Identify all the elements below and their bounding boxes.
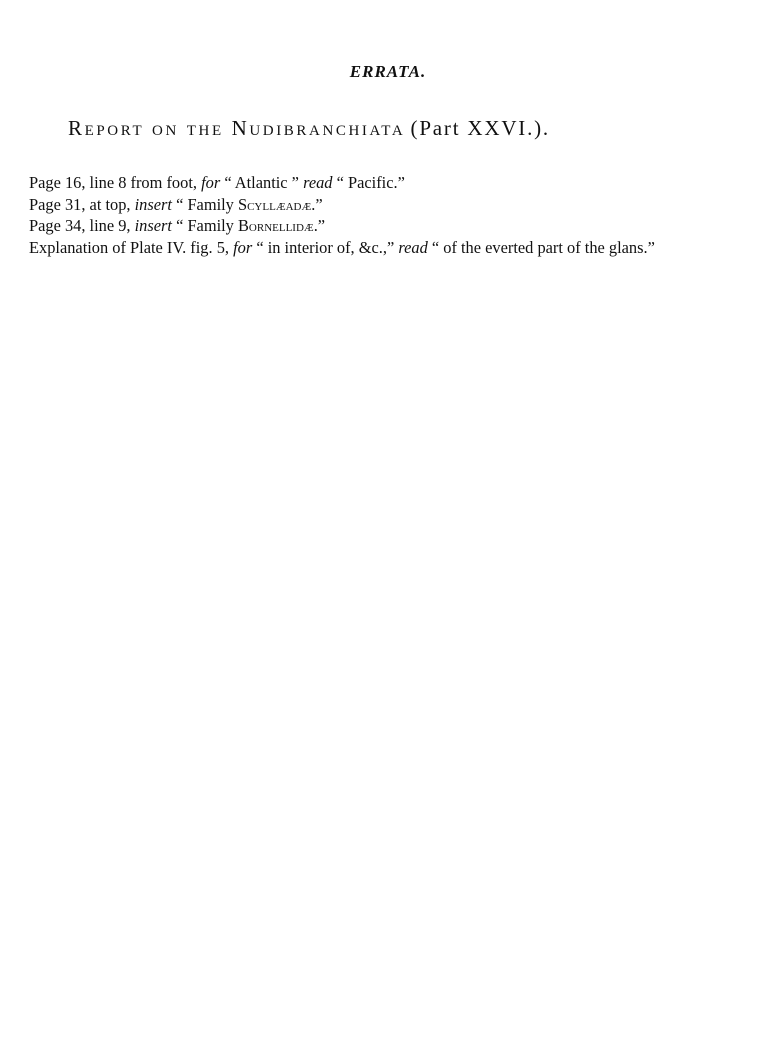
entry-family-name: Bornellidæ bbox=[237, 216, 314, 235]
entry-family-name: Scyllæadæ bbox=[237, 194, 312, 214]
entry-prefix: Page 31, at top, bbox=[29, 194, 135, 214]
report-title-part: (Part XXVI.). bbox=[410, 116, 550, 140]
errata-entry bbox=[29, 215, 769, 237]
entry-corrected-text: “ of the everted part of the glans.” bbox=[427, 237, 655, 257]
entry-original-text: “ in interior of, &c.,” bbox=[252, 237, 399, 257]
entry-quote-close: .” bbox=[311, 194, 323, 214]
errata-heading: ERRATA. bbox=[349, 62, 427, 81]
entry-prefix: Page 16, line 8 from foot, bbox=[29, 173, 202, 192]
entry-quote-open: “ Family bbox=[171, 216, 238, 235]
entry-original-text: “ Atlantic ” bbox=[220, 173, 304, 192]
errata-list bbox=[29, 172, 769, 258]
entry-corrected-text: “ Pacific.” bbox=[332, 173, 405, 192]
entry-prefix: Explanation of Plate IV. fig. 5, bbox=[29, 237, 234, 257]
entry-verb: for bbox=[201, 173, 221, 192]
entry-verb: for bbox=[233, 237, 253, 257]
entry-quote-close: .” bbox=[313, 216, 326, 235]
errata-entry bbox=[29, 172, 769, 194]
entry-verb: insert bbox=[134, 194, 172, 214]
entry-verb-read: read bbox=[398, 237, 428, 257]
entry-prefix: Page 34, line 9, bbox=[29, 216, 135, 235]
entry-verb: insert bbox=[134, 216, 172, 235]
errata-entry bbox=[29, 194, 769, 216]
errata-entry bbox=[29, 237, 769, 259]
entry-verb-read: read bbox=[303, 173, 333, 192]
report-title-main: Report on the Nudibranchiata bbox=[68, 116, 406, 140]
report-title bbox=[68, 116, 728, 141]
entry-quote-open: “ Family bbox=[171, 194, 238, 214]
